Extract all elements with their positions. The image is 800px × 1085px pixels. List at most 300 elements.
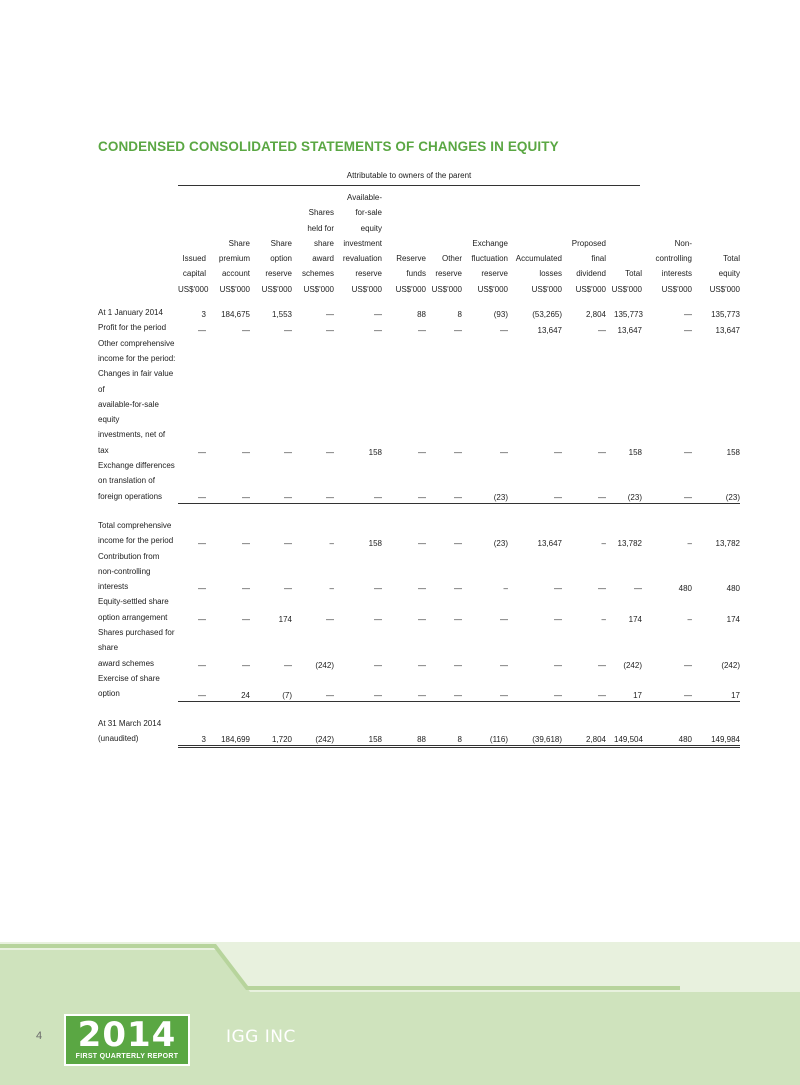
table-cell	[206, 594, 250, 625]
table-cell	[562, 594, 606, 625]
table-cell	[382, 305, 426, 320]
table-cell	[206, 320, 250, 335]
cell-value: —	[374, 493, 382, 503]
table-cell	[642, 305, 692, 320]
table-cell	[508, 518, 562, 549]
cell-value: —	[418, 615, 426, 625]
table-cell	[562, 336, 606, 458]
cell-value: —	[326, 448, 334, 458]
cell-value: 174	[628, 615, 642, 625]
cell-value: —	[284, 538, 292, 548]
cell-value: 480	[678, 584, 692, 594]
table-cell	[642, 518, 692, 549]
table-cell	[250, 336, 292, 458]
table-cell	[292, 305, 334, 320]
table-row	[98, 518, 740, 549]
table-cell	[292, 320, 334, 335]
table-cell	[206, 305, 250, 320]
cell-value: 13,647	[537, 538, 562, 548]
table-cell	[382, 458, 426, 504]
cell-value: —	[454, 493, 462, 503]
cell-value: —	[198, 615, 206, 625]
table-cell	[462, 336, 508, 458]
cell-value: —	[684, 660, 692, 670]
table-cell	[334, 518, 382, 549]
cell-value: —	[598, 691, 606, 700]
table-cell	[206, 336, 250, 458]
cell-value: 158	[628, 448, 642, 458]
logo-year: 2014	[77, 1015, 177, 1055]
cell-value: —	[500, 660, 508, 670]
cell-value: (23)	[725, 493, 740, 503]
table-cell	[334, 305, 382, 320]
col-header: Proposed final dividend US$'000	[571, 238, 606, 294]
table-cell	[462, 305, 508, 320]
table-cell	[462, 320, 508, 335]
table-cell	[692, 671, 740, 702]
table-cell	[562, 716, 606, 747]
col-header: Other reserve US$'000	[431, 254, 462, 294]
cell-value: (53,265)	[532, 310, 562, 320]
table-cell	[606, 625, 642, 671]
cell-value: –	[601, 538, 606, 548]
cell-value: —	[418, 448, 426, 458]
table-cell	[292, 458, 334, 504]
table-cell	[334, 671, 382, 702]
table-cell	[462, 518, 508, 549]
cell-value: —	[418, 584, 426, 594]
cell-value: 480	[678, 734, 692, 744]
table-cell	[250, 549, 292, 595]
table-cell	[692, 320, 740, 335]
table-cell	[426, 305, 462, 320]
cell-value: —	[374, 660, 382, 670]
table-cell	[606, 549, 642, 595]
table-cell	[462, 625, 508, 671]
table-row	[98, 336, 740, 458]
cell-value: 13,647	[617, 325, 642, 335]
table-row	[98, 305, 740, 320]
cell-value: —	[198, 448, 206, 458]
cell-value: —	[454, 325, 462, 335]
cell-value: —	[554, 584, 562, 594]
table-cell	[642, 336, 692, 458]
table-cell	[462, 458, 508, 504]
table-cell	[178, 518, 206, 549]
cell-value: 24	[241, 691, 250, 700]
table-cell	[508, 594, 562, 625]
table-cell	[508, 549, 562, 595]
cell-value: 13,782	[617, 538, 642, 548]
cell-value: 135,773	[614, 310, 643, 320]
cell-value: —	[418, 691, 426, 700]
table-cell	[462, 716, 508, 747]
col-header: Total US$'000	[611, 269, 642, 294]
cell-value: —	[554, 448, 562, 458]
spacer-row	[98, 702, 740, 716]
cell-value: —	[198, 493, 206, 503]
col-header: Accumulated losses US$'000	[515, 254, 562, 294]
table-row	[98, 320, 740, 335]
table-cell	[642, 625, 692, 671]
cell-value: —	[418, 493, 426, 503]
cell-value: –	[329, 584, 334, 594]
row-label: Equity-settled share option arrangement	[98, 597, 169, 622]
table-cell	[292, 716, 334, 747]
cell-value: —	[554, 615, 562, 625]
cell-value: (7)	[282, 691, 292, 700]
table-cell	[292, 671, 334, 702]
table-cell	[206, 716, 250, 747]
table-cell	[562, 671, 606, 702]
table-cell	[334, 716, 382, 747]
table-cell	[692, 458, 740, 504]
col-header: Share premium account US$'000	[218, 238, 250, 294]
table-cell	[382, 625, 426, 671]
cell-value: —	[684, 493, 692, 503]
table-cell	[334, 336, 382, 458]
table-cell	[426, 594, 462, 625]
cell-value: —	[598, 584, 606, 594]
cell-value: —	[554, 660, 562, 670]
cell-value: —	[326, 615, 334, 625]
col-header: Shares held for share award schemes US$'000	[301, 208, 334, 294]
column-header-row	[98, 190, 740, 305]
table-row	[98, 594, 740, 625]
table-cell	[462, 594, 508, 625]
cell-value: 174	[726, 615, 740, 625]
table-cell	[642, 671, 692, 702]
table-cell	[508, 671, 562, 702]
cell-value: —	[454, 691, 462, 700]
table-cell	[178, 458, 206, 504]
col-header: Share option reserve US$'000	[261, 238, 292, 294]
table-cell	[178, 716, 206, 747]
table-cell	[508, 305, 562, 320]
table-cell	[292, 549, 334, 595]
table-cell	[606, 594, 642, 625]
table-cell	[250, 671, 292, 702]
cell-value: —	[598, 660, 606, 670]
table-cell	[508, 625, 562, 671]
cell-value: (23)	[493, 538, 508, 548]
cell-value: —	[284, 325, 292, 335]
cell-value: (116)	[489, 734, 508, 744]
cell-value: 88	[417, 310, 426, 320]
table-cell	[606, 320, 642, 335]
cell-value: —	[198, 538, 206, 548]
table-cell	[606, 305, 642, 320]
table-cell	[292, 594, 334, 625]
cell-value: (242)	[623, 660, 642, 670]
cell-value: —	[326, 493, 334, 503]
row-label: Total comprehensive income for the period	[98, 520, 174, 546]
table-cell	[606, 336, 642, 458]
col-header: Available- for-sale equity investment revaluation reserve US$'000	[342, 193, 382, 294]
cell-value: 184,699	[221, 734, 250, 744]
table-cell	[562, 320, 606, 335]
table-cell	[178, 625, 206, 671]
cell-value: —	[374, 691, 382, 700]
table-cell	[606, 671, 642, 702]
attributable-underline	[178, 185, 640, 186]
table-cell	[692, 518, 740, 549]
table-cell	[250, 594, 292, 625]
cell-value: —	[598, 325, 606, 335]
cell-value: —	[242, 538, 250, 548]
row-label: Other comprehensive income for the period: Changes in fair value of available-for-sale equity investments, net of tax	[98, 338, 176, 455]
row-label: At 1 January 2014	[98, 308, 163, 318]
table-cell	[642, 716, 692, 747]
table-cell	[426, 320, 462, 335]
cell-value: —	[374, 310, 382, 320]
cell-value: —	[374, 584, 382, 594]
company-name: IGG INC	[226, 1027, 296, 1047]
cell-value: —	[454, 615, 462, 625]
cell-value: (242)	[721, 660, 740, 670]
cell-value: —	[454, 584, 462, 594]
table-row	[98, 671, 740, 702]
table-cell	[462, 671, 508, 702]
table-cell	[606, 518, 642, 549]
cell-value: —	[500, 325, 508, 335]
table-cell	[692, 549, 740, 595]
cell-value: –	[329, 538, 334, 548]
table-cell	[642, 549, 692, 595]
cell-value: (242)	[315, 734, 334, 744]
cell-value: 480	[726, 584, 740, 594]
col-header: Issued capital US$'000	[178, 254, 209, 294]
cell-value: 13,647	[715, 325, 740, 335]
cell-value: —	[284, 448, 292, 458]
table-cell	[562, 305, 606, 320]
cell-value: —	[326, 691, 334, 700]
cell-value: 158	[368, 448, 382, 458]
cell-value: 135,773	[711, 310, 740, 320]
cell-value: —	[454, 448, 462, 458]
table-cell	[642, 458, 692, 504]
table-cell	[178, 336, 206, 458]
table-cell	[178, 671, 206, 702]
table-cell	[606, 458, 642, 504]
table-cell	[382, 716, 426, 747]
cell-value: —	[500, 448, 508, 458]
cell-value: —	[198, 691, 206, 700]
row-label: Exercise of share option	[98, 673, 160, 699]
table-cell	[426, 518, 462, 549]
spacer-row	[98, 504, 740, 518]
cell-value: (242)	[315, 660, 334, 670]
statement-title: CONDENSED CONSOLIDATED STATEMENTS OF CHANGES IN EQUITY	[98, 139, 559, 154]
table-cell	[692, 625, 740, 671]
table-row	[98, 458, 740, 504]
table-cell	[250, 320, 292, 335]
cell-value: —	[418, 538, 426, 548]
table-cell	[606, 716, 642, 747]
cell-value: —	[418, 325, 426, 335]
table-row	[98, 549, 740, 595]
cell-value: 13,782	[715, 538, 740, 548]
cell-value: —	[684, 691, 692, 700]
cell-value: 158	[368, 734, 382, 744]
table-cell	[292, 518, 334, 549]
table-cell	[206, 549, 250, 595]
cell-value: —	[418, 660, 426, 670]
cell-value: —	[284, 584, 292, 594]
col-header: Reserve funds US$'000	[395, 254, 426, 294]
table-cell	[508, 320, 562, 335]
cell-value: 3	[201, 734, 206, 744]
table-cell	[382, 320, 426, 335]
table-cell	[334, 549, 382, 595]
cell-value: (23)	[493, 493, 508, 503]
cell-value: (23)	[627, 493, 642, 503]
cell-value: 158	[726, 448, 740, 458]
cell-value: (93)	[493, 310, 508, 320]
cell-value: —	[198, 584, 206, 594]
cell-value: 158	[368, 538, 382, 548]
cell-value: —	[284, 493, 292, 503]
cell-value: —	[242, 615, 250, 625]
table-cell	[382, 594, 426, 625]
cell-value: —	[598, 448, 606, 458]
table-cell	[382, 518, 426, 549]
cell-value: —	[374, 325, 382, 335]
row-label: Profit for the period	[98, 323, 167, 333]
table-cell	[292, 336, 334, 458]
cell-value: 17	[633, 691, 642, 700]
table-cell	[562, 549, 606, 595]
table-cell	[178, 320, 206, 335]
cell-value: –	[687, 538, 692, 548]
cell-value: 3	[201, 310, 206, 320]
table-cell	[426, 671, 462, 702]
cell-value: 8	[457, 310, 462, 320]
col-header: Total equity US$'000	[709, 254, 740, 294]
table-cell	[178, 305, 206, 320]
table-cell	[692, 336, 740, 458]
col-header: Exchange fluctuation reserve US$'000	[471, 238, 508, 294]
table-cell	[206, 671, 250, 702]
table-cell	[508, 458, 562, 504]
table-cell	[692, 716, 740, 747]
table-cell	[250, 716, 292, 747]
table-cell	[206, 625, 250, 671]
cell-value: —	[326, 325, 334, 335]
table-cell	[334, 625, 382, 671]
cell-value: —	[554, 493, 562, 503]
table-cell	[250, 305, 292, 320]
col-header: Non- controlling interests US$'000	[655, 238, 692, 294]
cell-value: 8	[457, 734, 462, 744]
table-cell	[206, 458, 250, 504]
cell-value: 1,553	[271, 310, 292, 320]
table-cell	[292, 625, 334, 671]
cell-value: 2,804	[585, 734, 606, 744]
cell-value: —	[326, 310, 334, 320]
table-cell	[178, 594, 206, 625]
table-cell	[692, 305, 740, 320]
cell-value: —	[598, 493, 606, 503]
table-cell	[334, 594, 382, 625]
table-cell	[462, 549, 508, 595]
cell-value: 184,675	[221, 310, 250, 320]
table-cell	[426, 716, 462, 747]
row-label: Shares purchased for share award schemes	[98, 628, 175, 668]
table-cell	[426, 549, 462, 595]
cell-value: –	[503, 584, 508, 594]
table-cell	[382, 549, 426, 595]
table-cell	[250, 518, 292, 549]
cell-value: –	[601, 615, 606, 625]
cell-value: 149,504	[614, 734, 643, 744]
cell-value: —	[242, 584, 250, 594]
logo-subtitle: FIRST QUARTERLY REPORT	[75, 1053, 179, 1060]
cell-value: 13,647	[537, 325, 562, 335]
table-cell	[692, 594, 740, 625]
table-cell	[562, 458, 606, 504]
table-cell	[382, 336, 426, 458]
table-cell	[562, 625, 606, 671]
table-cell	[642, 594, 692, 625]
cell-value: —	[284, 660, 292, 670]
cell-value: (39,618)	[532, 734, 562, 744]
table-cell	[382, 671, 426, 702]
table-cell	[426, 458, 462, 504]
cell-value: —	[242, 660, 250, 670]
row-label: Exchange differences on translation of foreign operations	[98, 461, 175, 501]
cell-value: —	[500, 691, 508, 700]
table-cell	[334, 458, 382, 504]
table-cell	[250, 625, 292, 671]
cell-value: –	[687, 615, 692, 625]
cell-value: —	[684, 325, 692, 335]
table-row	[98, 716, 740, 747]
cell-value: —	[454, 660, 462, 670]
table-cell	[508, 716, 562, 747]
table-cell	[508, 336, 562, 458]
cell-value: —	[634, 584, 642, 594]
cell-value: —	[242, 325, 250, 335]
cell-value: —	[500, 615, 508, 625]
cell-value: 1,720	[271, 734, 292, 744]
table-cell	[206, 518, 250, 549]
cell-value: —	[242, 448, 250, 458]
table-cell	[562, 518, 606, 549]
row-label: At 31 March 2014 (unaudited)	[98, 718, 162, 743]
table-cell	[642, 320, 692, 335]
report-logo	[64, 1014, 190, 1066]
table-cell	[334, 320, 382, 335]
cell-value: —	[684, 448, 692, 458]
cell-value: 2,804	[585, 310, 606, 320]
cell-value: —	[242, 493, 250, 503]
cell-value: 149,984	[711, 734, 740, 744]
attributable-header: Attributable to owners of the parent	[346, 171, 472, 180]
cell-value: 88	[417, 734, 426, 744]
cell-value: 174	[278, 615, 292, 625]
table-cell	[426, 625, 462, 671]
cell-value: —	[454, 538, 462, 548]
cell-value: —	[554, 691, 562, 700]
table-cell	[426, 336, 462, 458]
table-cell	[178, 549, 206, 595]
cell-value: 17	[731, 691, 740, 700]
row-label: Contribution from non-controlling interests	[98, 551, 160, 592]
table-cell	[250, 458, 292, 504]
equity-table	[98, 190, 740, 748]
cell-value: —	[198, 325, 206, 335]
